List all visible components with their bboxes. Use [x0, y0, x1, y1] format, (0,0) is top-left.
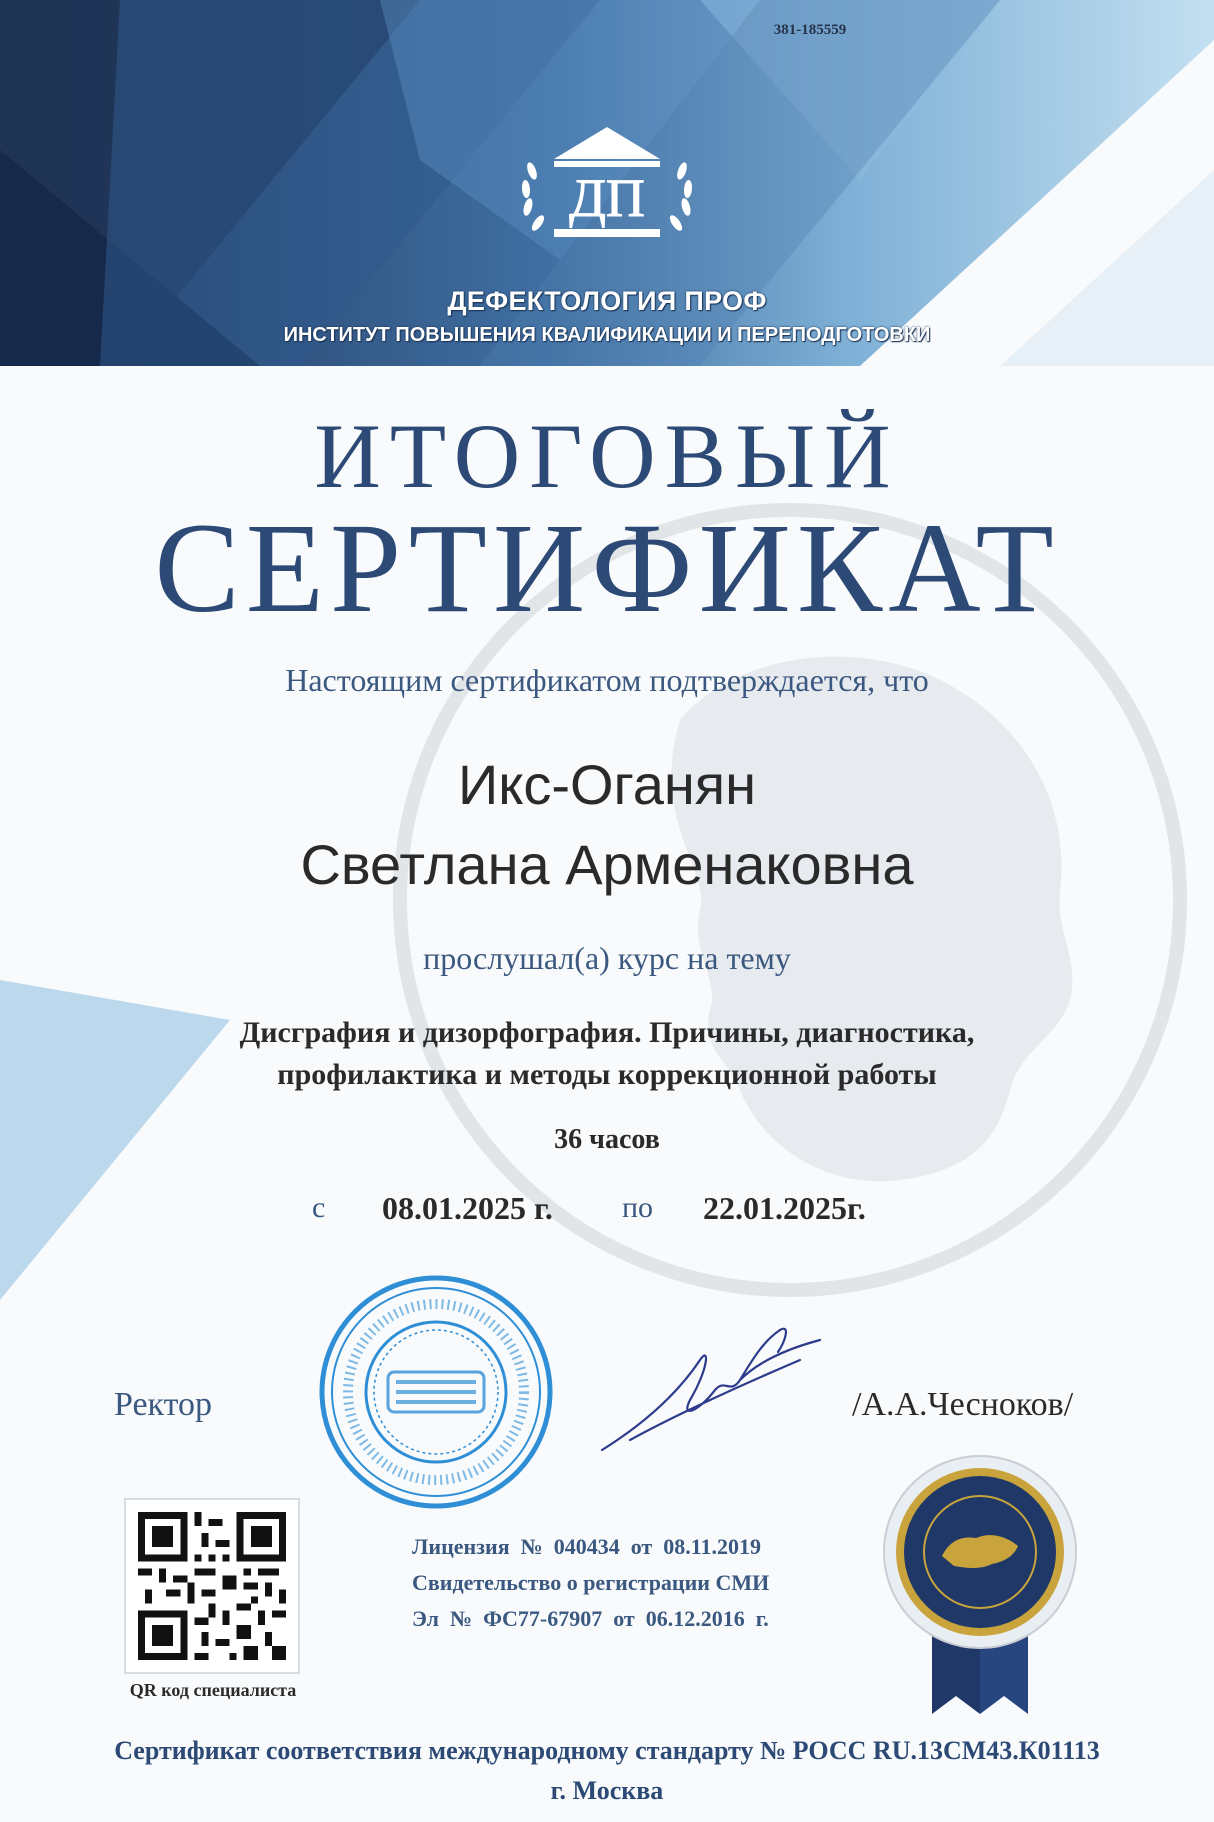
date-to-label: по	[622, 1191, 654, 1224]
recipient-given-names: Светлана Арменаковна	[300, 833, 914, 896]
title-line1: ИТОГОВЫЙ	[314, 405, 900, 507]
qr-code[interactable]	[124, 1498, 300, 1674]
date-from: 08.01.2025 г.	[382, 1190, 553, 1226]
qr-code-image	[138, 1512, 286, 1660]
license-line1: Лицензия № 040434 от 08.11.2019	[412, 1534, 762, 1559]
organization-subtitle: ИНСТИТУТ ПОВЫШЕНИЯ КВАЛИФИКАЦИИ И ПЕРЕПОДГОТОВКИ	[283, 324, 931, 346]
logo-monogram: ДП	[569, 168, 645, 228]
recipient-surname: Икс-Оганян	[457, 753, 757, 816]
date-to: 22.01.2025г.	[703, 1190, 866, 1226]
certificate-number: 381-185559	[773, 22, 847, 38]
signatory-name: /А.А.Чесноков/	[852, 1386, 1074, 1423]
qr-label: QR код специалиста	[129, 1680, 297, 1700]
license-line2: Свидетельство о регистрации СМИ	[412, 1570, 770, 1595]
listened-text: прослушал(а) курс на тему	[423, 940, 791, 976]
organization-name: ДЕФЕКТОЛОГИЯ ПРОФ	[447, 286, 767, 316]
stamp-seal	[316, 1272, 556, 1512]
license-line3: Эл № ФС77-67907 от 06.12.2016 г.	[412, 1606, 769, 1631]
footer-standard: Сертификат соответствия международному стандарту № РОСС RU.13СМ43.К01113	[114, 1736, 1100, 1765]
course-title-line1: Дисграфия и дизорфография. Причины, диагностика,	[239, 1016, 975, 1049]
logo	[510, 125, 704, 255]
course-hours: 36 часов	[554, 1124, 660, 1155]
intro-text: Настоящим сертификатом подтверждается, что	[285, 662, 929, 698]
signatory-title: Ректор	[114, 1386, 213, 1423]
title-line2: СЕРТИФИКАТ	[154, 497, 1060, 639]
date-from-label: с	[312, 1191, 326, 1224]
footer-city: г. Москва	[550, 1776, 664, 1805]
signature	[590, 1300, 830, 1470]
course-title-line2: профилактика и методы коррекционной работы	[277, 1058, 937, 1091]
quality-medal-icon	[880, 1452, 1080, 1722]
